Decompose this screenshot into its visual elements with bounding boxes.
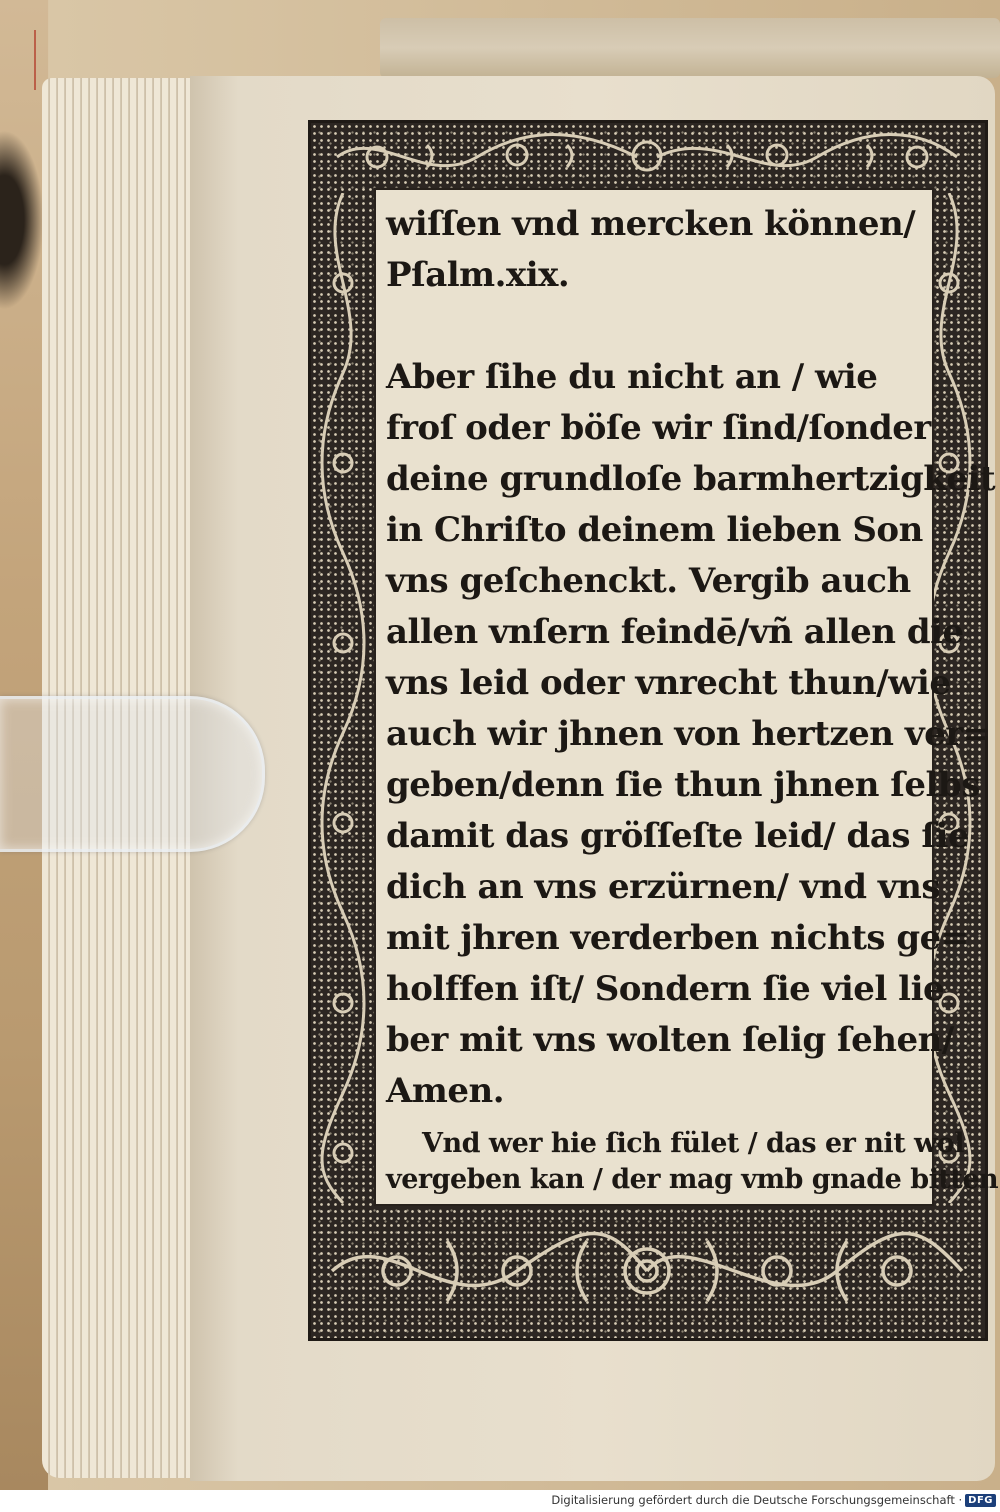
- text-line: Amen.: [386, 1071, 505, 1111]
- text-line: damit das gröſſeſte leid/ das ſie: [386, 816, 970, 856]
- funding-caption: [551, 1490, 996, 1510]
- text-line: vns geſchenckt. Vergib auch: [386, 561, 911, 601]
- text-line: ber mit vns wolten ſelig ſehen/: [386, 1020, 954, 1060]
- text-block: [374, 188, 999, 1206]
- bottom-ornament-icon: [317, 1211, 977, 1329]
- text-line: wiſſen vnd mercken können/: [386, 204, 916, 244]
- text-line: allen vnſern feindē/vñ allen die: [386, 612, 964, 652]
- text-line: in Chriſto deinem lieben Son: [386, 510, 923, 550]
- text-line: deine grundloſe barmhertzigkeit: [386, 459, 996, 499]
- left-ornament-icon: [315, 193, 371, 1203]
- plastic-page-clip: [0, 696, 265, 852]
- text-line: Pſalm.xix.: [386, 255, 570, 295]
- text-line: Aber ſihe du nicht an / wie: [386, 357, 878, 397]
- text-line: mit jhren verderben nichts ge=: [386, 918, 969, 958]
- text-line: vns leid oder vnrecht thun/wie: [386, 663, 951, 703]
- funding-text: Digitalisierung gefördert durch die Deutsche Forschungsgemeinschaft ·: [551, 1493, 963, 1507]
- text-line: froſ oder böſe wir ſind/ſonder: [386, 408, 931, 448]
- dfg-logo-icon: DFG: [965, 1494, 996, 1507]
- text-line: geben/denn ſie thun jhnen ſelbs: [386, 765, 980, 805]
- rubric-line: vergeben kan / der mag vmb gnade bitten: [386, 1164, 999, 1195]
- ink-letter-fragment: [0, 130, 44, 310]
- rubric-line: Vnd wer hie ſich fület / das er nit wol: [422, 1128, 965, 1159]
- red-ruling-mark: [34, 30, 36, 90]
- text-line: holffen iſt/ Sondern ſie viel lie: [386, 969, 945, 1009]
- text-line: dich an vns erzürnen/ vnd vns: [386, 867, 941, 907]
- text-line: auch wir jhnen von hertzen ver=: [386, 714, 991, 754]
- top-ornament-icon: [317, 127, 977, 185]
- binding-top-flap: [380, 18, 1000, 78]
